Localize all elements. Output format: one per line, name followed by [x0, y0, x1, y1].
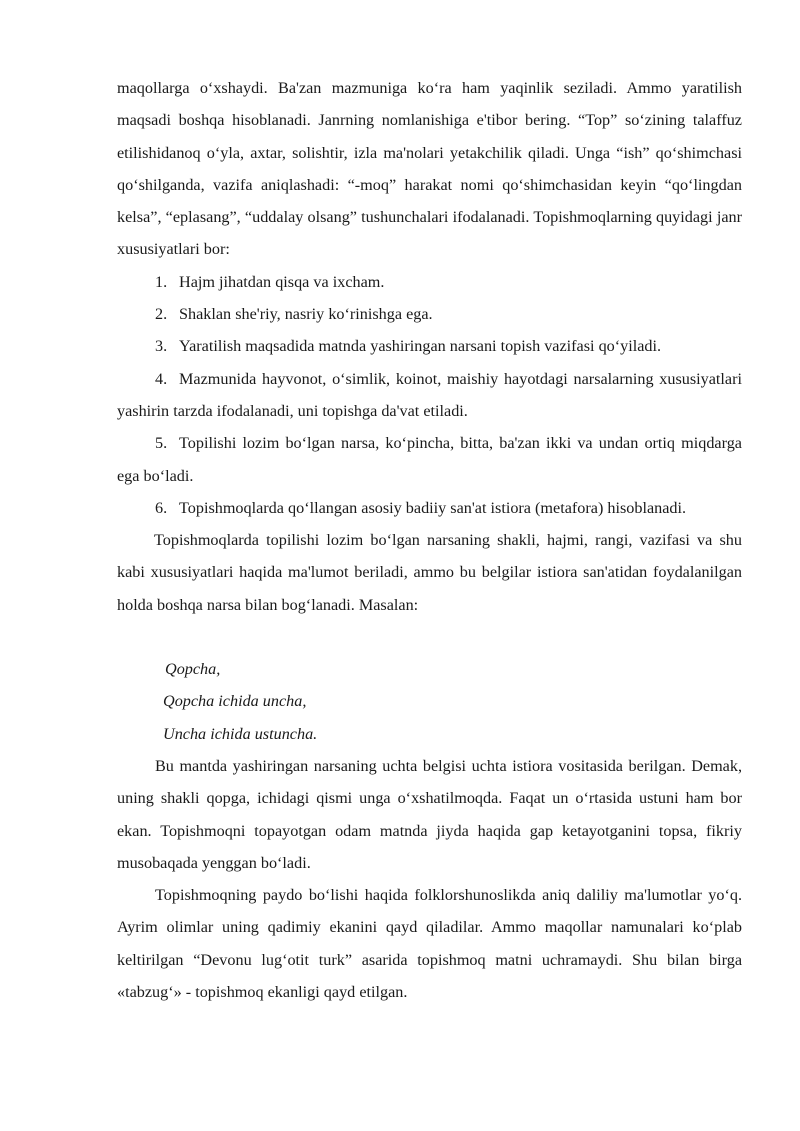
list-item-number: 5. [155, 434, 168, 453]
list-item-number: 1. [155, 272, 168, 291]
list-item-text: Topilishi lozim bo‘lgan narsa, ko‘pincha, bitta, ba'zan ikki va undan ortiq miqdarga ega bo‘ladi. [117, 434, 742, 485]
list-item-text: Hajm jihatdan qisqa va ixcham. [179, 272, 385, 291]
list-item-number: 4. [155, 369, 168, 388]
list-item-number: 2. [155, 305, 168, 324]
verse-line: Qopcha, [165, 660, 221, 679]
list-item [117, 363, 742, 428]
list-item-text: Shaklan she'riy, nasriy ko‘rinishga ega. [179, 305, 433, 324]
features-list [117, 266, 742, 524]
list-item-number: 6. [155, 498, 168, 517]
riddle-verse [117, 653, 742, 750]
list-item-text: Yaratilish maqsadida matnda yashiringan narsani topish vazifasi qo‘yiladi. [179, 337, 662, 356]
body-paragraph: Topishmoqlarda topilishi lozim bo‘lgan narsaning shakli, hajmi, rangi, vazifasi va shu kabi xususiyatlari haqida ma'lumot beriladi, ammo bu belgilar istiora san'atidan foydalanilgan holda boshqa narsa bilan bog‘lanadi. Masalan: [117, 531, 742, 614]
list-item-text: Mazmunida hayvonot, o‘simlik, koinot, maishiy hayotdagi narsalarning xususiyatlari yashirin tarzda ifodalanadi, uni topishga da'vat etiladi. [117, 369, 742, 420]
document-page [117, 72, 742, 1008]
spacer [117, 621, 742, 653]
verse-line: Uncha ichida ustuncha. [163, 724, 318, 743]
verse-line: Qopcha ichida uncha, [163, 692, 307, 711]
intro-paragraph: maqollarga o‘xshaydi. Ba'zan mazmuniga ko‘ra ham yaqinlik seziladi. Ammo yaratilish maqsadi boshqa hisoblanadi. Janrning nomlanishiga e'tibor bering. “Top” so‘zining talaffuz etilishidanoq o‘yla, axtar, solishtir, izla ma'nolari yetakchilik qiladi. Unga “ish” qo‘shimchasi qo‘shilganda, vazifa aniqlashadi: “-moq” harakat nomi qo‘shimchasidan keyin “qo‘lingdan kelsa”, “eplasang”, “uddalay olsang” tushunchalari ifodalanadi. Topishmoqlarning quyidagi janr xususiyatlari bor: [117, 79, 742, 259]
list-item-number: 3. [155, 337, 168, 356]
body-paragraph: Topishmoqning paydo bo‘lishi haqida folklorshunoslikda aniq daliliy ma'lumotlar yo‘q. Ayrim olimlar uning qadimiy ekanini qayd qiladilar. Ammo maqollar namunalari ko‘plab keltirilgan “Devonu lug‘otit turk” asarida topishmoq matni uchramaydi. Shu bilan birga «tabzug‘» - topishmoq ekanligi qayd etilgan. [117, 886, 742, 1002]
list-item [117, 427, 742, 492]
list-item-text: Topishmoqlarda qo‘llangan asosiy badiiy san'at istiora (metafora) hisoblanadi. [179, 498, 687, 517]
list-item [117, 330, 742, 362]
body-paragraph: Bu mantda yashiringan narsaning uchta belgisi uchta istiora vositasida berilgan. Demak, uning shakli qopga, ichidagi qismi unga o‘xshatilmoqda. Faqat un o‘rtasida ustuni ham bor ekan. Topishmoqni topayotgan odam matnda jiyda haqida gap ketayotganini topsa, fikriy musobaqada yenggan bo‘ladi. [117, 756, 742, 872]
list-item [117, 266, 742, 298]
list-item [117, 298, 742, 330]
list-item [117, 492, 742, 524]
